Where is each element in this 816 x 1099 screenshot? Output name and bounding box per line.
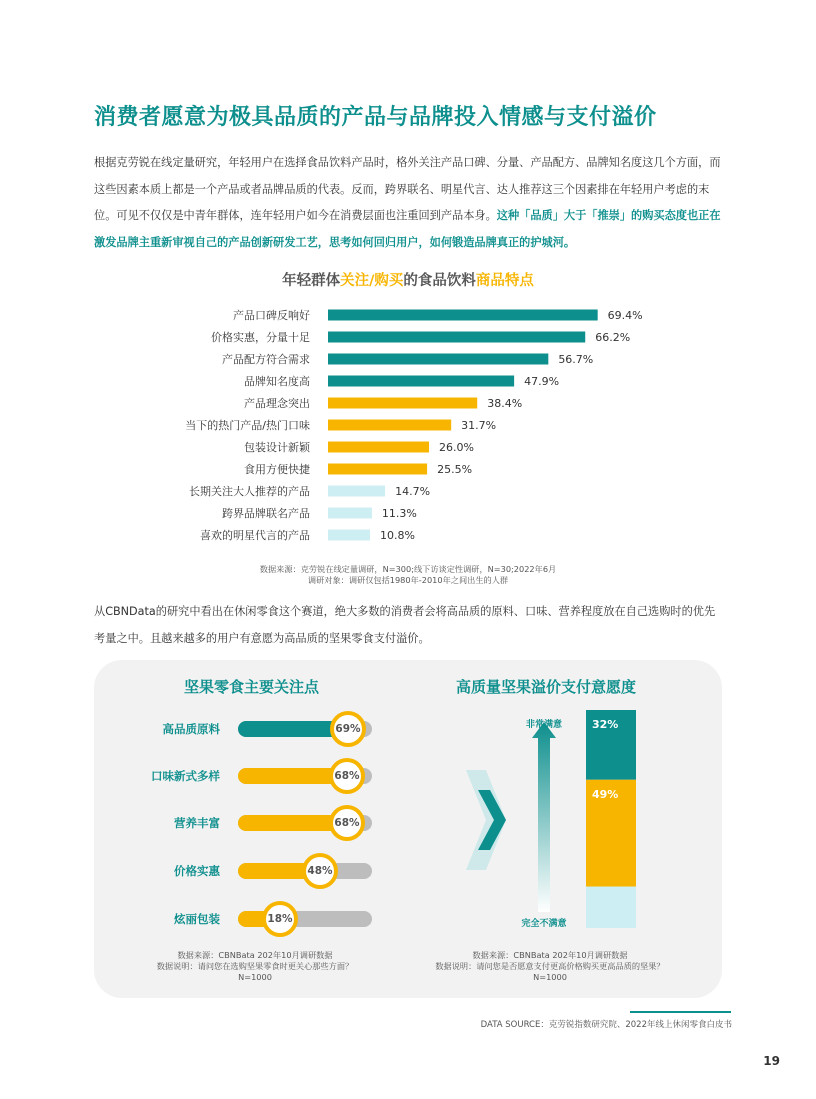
page-number: 19 bbox=[763, 1054, 780, 1068]
bar bbox=[328, 354, 548, 365]
bar bbox=[328, 486, 385, 497]
up-arrow-icon bbox=[532, 722, 556, 912]
bottom-scale-label: 完全不满意 bbox=[521, 919, 567, 929]
bar-category-label: 包装设计新颖 bbox=[244, 441, 310, 454]
bar-value-label: 66.2% bbox=[595, 331, 631, 344]
bar-category-label: 当下的热门产品/热门口味 bbox=[185, 419, 310, 432]
food-bar-chart bbox=[120, 303, 680, 548]
bar bbox=[328, 530, 370, 541]
chart-title bbox=[0, 269, 816, 290]
bar-category-label: 产品理念突出 bbox=[244, 397, 310, 410]
nuts-source-line1: 数据来源：CBNBata 202年10月调研数据 bbox=[177, 950, 333, 960]
stack-segment-label: 32% bbox=[592, 718, 619, 731]
chart-title-part3: 的食品饮料 bbox=[403, 273, 476, 289]
nuts-focus-track bbox=[238, 863, 372, 879]
bar bbox=[328, 376, 514, 387]
bar-value-label: 14.7% bbox=[395, 485, 431, 498]
nuts-focus-row bbox=[128, 860, 378, 882]
bar-category-label: 产品口碑反响好 bbox=[233, 309, 310, 322]
premium-source-line3: N=1000 bbox=[533, 972, 567, 982]
bar-category-label: 价格实惠，分量十足 bbox=[211, 331, 310, 344]
stack-segment bbox=[586, 887, 636, 928]
chart-title-part1: 年轻群体 bbox=[282, 273, 341, 289]
bar-value-label: 69.4% bbox=[607, 309, 643, 322]
bar-category-label: 食用方便快捷 bbox=[244, 463, 310, 476]
footer-divider bbox=[630, 1011, 731, 1013]
bar-value-label: 47.9% bbox=[524, 375, 560, 388]
bar-category-label: 产品配方符合需求 bbox=[222, 353, 310, 366]
nuts-focus-row bbox=[128, 812, 378, 834]
bar bbox=[328, 332, 585, 343]
bar bbox=[328, 442, 429, 453]
bar bbox=[328, 420, 451, 431]
top-scale-label: 非常满意 bbox=[525, 720, 563, 730]
bar-value-label: 11.3% bbox=[381, 507, 417, 520]
nuts-focus-value-badge: 69% bbox=[330, 711, 366, 747]
chart-source-note bbox=[0, 564, 816, 586]
chart-title-part4: 商品特点 bbox=[475, 273, 534, 289]
bar-category-label: 跨界品牌联名产品 bbox=[222, 507, 310, 520]
nuts-focus-row bbox=[128, 718, 378, 740]
nuts-focus-value-badge: 18% bbox=[262, 901, 298, 937]
premium-source-note bbox=[410, 950, 690, 983]
bar-category-label: 喜欢的明星代言的产品 bbox=[200, 529, 310, 542]
nuts-focus-label: 高品质原料 bbox=[162, 722, 220, 736]
bar-value-label: 25.5% bbox=[437, 463, 473, 476]
bar bbox=[328, 310, 598, 321]
footer-source: DATA SOURCE：克劳锐指数研究院、2022年线上休闲零食白皮书 bbox=[480, 1020, 732, 1030]
intro-highlight: 这种「品质」大于「推崇」的购买态度也正在激发品牌主重新审视自己的产品创新研发工艺，思考如何回归用户，如何锻造品牌真正的护城河。 bbox=[94, 209, 721, 249]
nuts-focus-value-badge: 68% bbox=[329, 758, 365, 794]
premium-chart bbox=[460, 700, 700, 940]
nuts-focus-track bbox=[238, 768, 372, 784]
bar-value-label: 26.0% bbox=[439, 441, 474, 454]
bar bbox=[328, 464, 427, 475]
nuts-focus-label: 营养丰富 bbox=[174, 816, 220, 830]
nuts-source-line3: N=1000 bbox=[238, 972, 272, 982]
nuts-focus-value-badge: 48% bbox=[302, 853, 338, 889]
nuts-focus-row bbox=[128, 765, 378, 787]
chart-source-line2: 调研对象：调研仅包括1980年-2010年之间出生的人群 bbox=[307, 575, 509, 585]
nuts-focus-label: 价格实惠 bbox=[174, 864, 220, 878]
intro-paragraph bbox=[94, 150, 724, 256]
nuts-source-note bbox=[130, 950, 380, 983]
premium-source-line1: 数据来源：CBNBata 202年10月调研数据 bbox=[472, 950, 628, 960]
bar-value-label: 56.7% bbox=[558, 353, 594, 366]
premium-source-line2: 数据说明：请问您是否愿意支付更高价格购买更高品质的坚果？ bbox=[435, 961, 665, 971]
stack-segment-label: 49% bbox=[592, 787, 619, 801]
bar-category-label: 长期关注大人推荐的产品 bbox=[189, 485, 310, 498]
nuts-focus-title: 坚果零食主要关注点 bbox=[184, 678, 320, 696]
nuts-focus-track bbox=[238, 911, 372, 927]
nuts-focus-track bbox=[238, 721, 372, 737]
nuts-focus-label: 炫丽包装 bbox=[174, 912, 220, 926]
intro-text: 根据克劳锐在线定量研究，年轻用户在选择食品饮料产品时，格外关注产品口碑、分量、产品配方、品牌知名度这几个方面，而这些因素本质上都是一个产品或者品牌品质的代表。反而，跨界联名、明星代言、达人推荐这三个因素排在年轻用户考虑的末位。可见不仅仅是中青年群体，连年轻用户如今在消费层面也注重回到产品本身。 bbox=[94, 156, 721, 222]
bar-value-label: 31.7% bbox=[461, 419, 497, 432]
nuts-focus-row bbox=[128, 908, 378, 930]
bar-value-label: 38.4% bbox=[487, 397, 523, 410]
bar bbox=[328, 508, 372, 519]
bar bbox=[328, 398, 477, 409]
nuts-source-line2: 数据说明：请问您在选购坚果零食时更关心那些方面？ bbox=[156, 961, 354, 971]
bar-category-label: 品牌知名度高 bbox=[244, 375, 310, 388]
nuts-focus-track bbox=[238, 815, 372, 831]
second-paragraph: 从CBNData的研究中看出在休闲零食这个赛道，绝大多数的消费者会将高品质的原料、口味、营养程度放在自己选购时的优先考量之中。且越来越多的用户有意愿为高品质的坚果零食支付溢价。 bbox=[94, 605, 716, 645]
chart-title-part2: 关注/购买 bbox=[340, 273, 404, 289]
page-title: 消费者愿意为极具品质的产品与品牌投入情感与支付溢价 bbox=[94, 105, 657, 130]
nuts-focus-value-badge: 68% bbox=[329, 805, 365, 841]
nuts-focus-label: 口味新式多样 bbox=[151, 769, 220, 783]
chart-source-line1: 数据来源：克劳锐在线定量调研，N=300;线下访谈定性调研，N=30;2022年6月 bbox=[259, 564, 557, 574]
bar-value-label: 10.8% bbox=[379, 529, 415, 542]
premium-title: 高质量坚果溢价支付意愿度 bbox=[456, 678, 637, 696]
